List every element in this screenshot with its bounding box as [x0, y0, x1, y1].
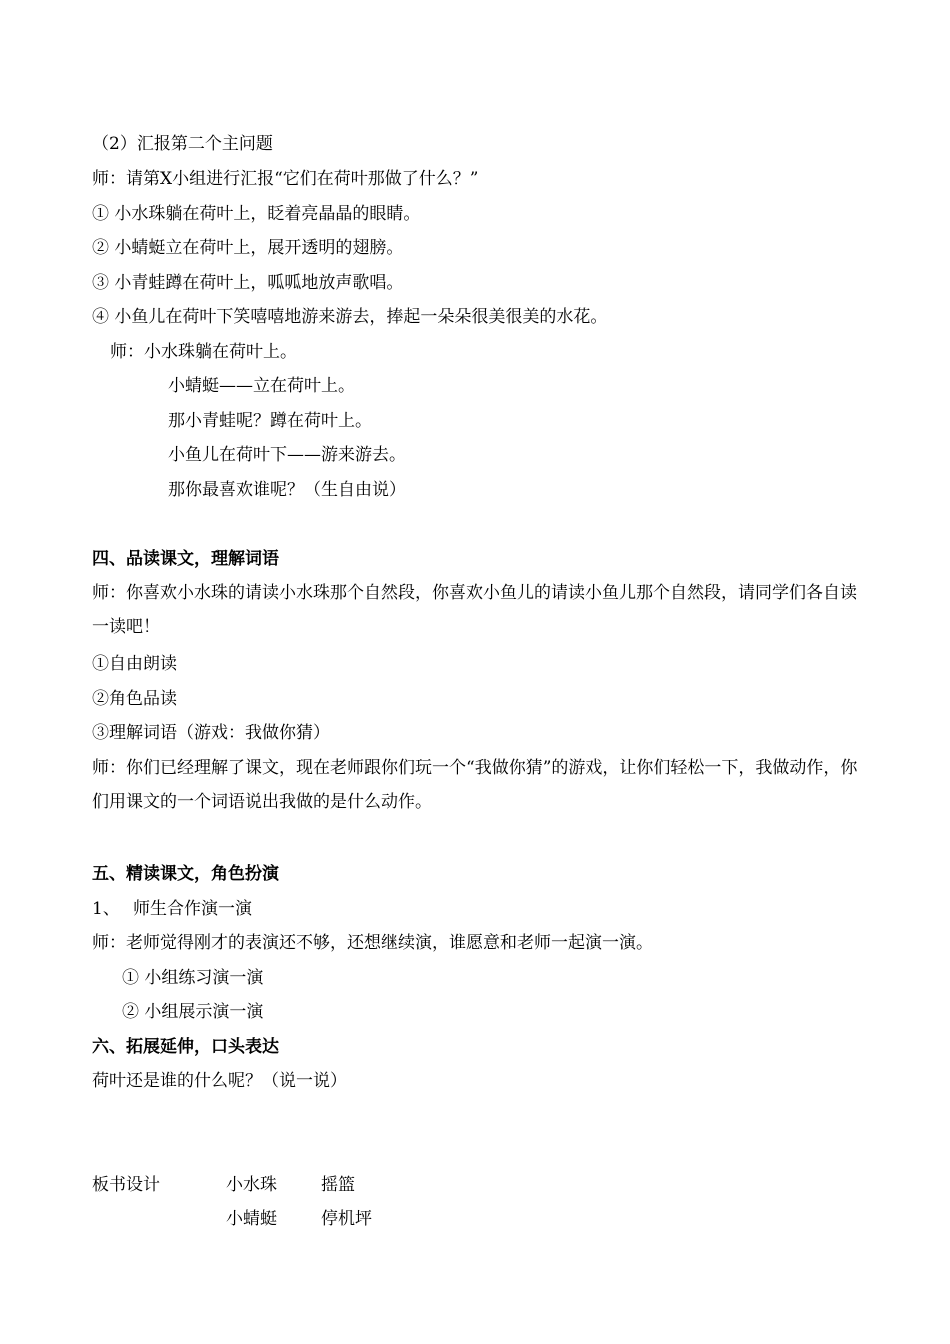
section-heading: 六、拓展延伸，口头表达 — [92, 1037, 279, 1057]
board-item-what: 摇篮 — [321, 1175, 355, 1195]
dialogue-line: 小鱼儿在荷叶下——游来游去。 — [168, 445, 406, 465]
dialogue-line: 那小青蛙呢？蹲在荷叶上。 — [168, 411, 372, 431]
board-item-who: 小水珠 — [226, 1175, 277, 1195]
section-heading: 四、品读课文，理解词语 — [92, 549, 279, 569]
sub-title: （2）汇报第二个主问题 — [92, 134, 273, 154]
paragraph: 师：老师觉得刚才的表演还不够，还想继续演，谁愿意和老师一起演一演。 — [92, 933, 653, 953]
paragraph: 荷叶还是谁的什么呢？（说一说） — [92, 1071, 347, 1091]
list-item: ④ 小鱼儿在荷叶下笑嘻嘻地游来游去，捧起一朵朵很美很美的水花。 — [92, 307, 608, 327]
dialogue-line: 师：小水珠躺在荷叶上。 — [110, 342, 297, 362]
board-item-who: 小蜻蜓 — [226, 1209, 277, 1229]
teacher-prompt: 师：请第X小组进行汇报“它们在荷叶那做了什么？” — [92, 169, 479, 189]
board-label: 板书设计 — [92, 1175, 160, 1195]
list-item-text: 师生合作演一演 — [133, 899, 252, 919]
list-item: ① 小水珠躺在荷叶上，眨着亮晶晶的眼睛。 — [92, 204, 421, 224]
list-item: ②角色品读 — [92, 689, 177, 709]
dialogue-line: 那你最喜欢谁呢？（生自由说） — [168, 480, 406, 500]
list-item: ③理解词语（游戏：我做你猜） — [92, 723, 330, 743]
section-heading: 五、精读课文，角色扮演 — [92, 864, 279, 884]
dialogue-line: 小蜻蜓——立在荷叶上。 — [168, 376, 355, 396]
list-item: ② 小蜻蜓立在荷叶上，展开透明的翅膀。 — [92, 238, 404, 258]
list-item: ③ 小青蛙蹲在荷叶上，呱呱地放声歌唱。 — [92, 273, 404, 293]
list-item: ② 小组展示演一演 — [122, 1002, 264, 1022]
list-item-number: 1、 — [92, 899, 120, 919]
paragraph: 师：你们已经理解了课文，现在老师跟你们玩一个“我做你猜”的游戏，让你们轻松一下，我做动作，你们用课文的一个词语说出我做的是什么动作。 — [92, 758, 858, 812]
board-item-what: 停机坪 — [321, 1209, 372, 1229]
paragraph: 师：你喜欢小水珠的请读小水珠那个自然段，你喜欢小鱼儿的请读小鱼儿那个自然段，请同学们各自读一读吧！ — [92, 583, 857, 637]
list-item: ①自由朗读 — [92, 654, 177, 674]
list-item: ① 小组练习演一演 — [122, 968, 264, 988]
